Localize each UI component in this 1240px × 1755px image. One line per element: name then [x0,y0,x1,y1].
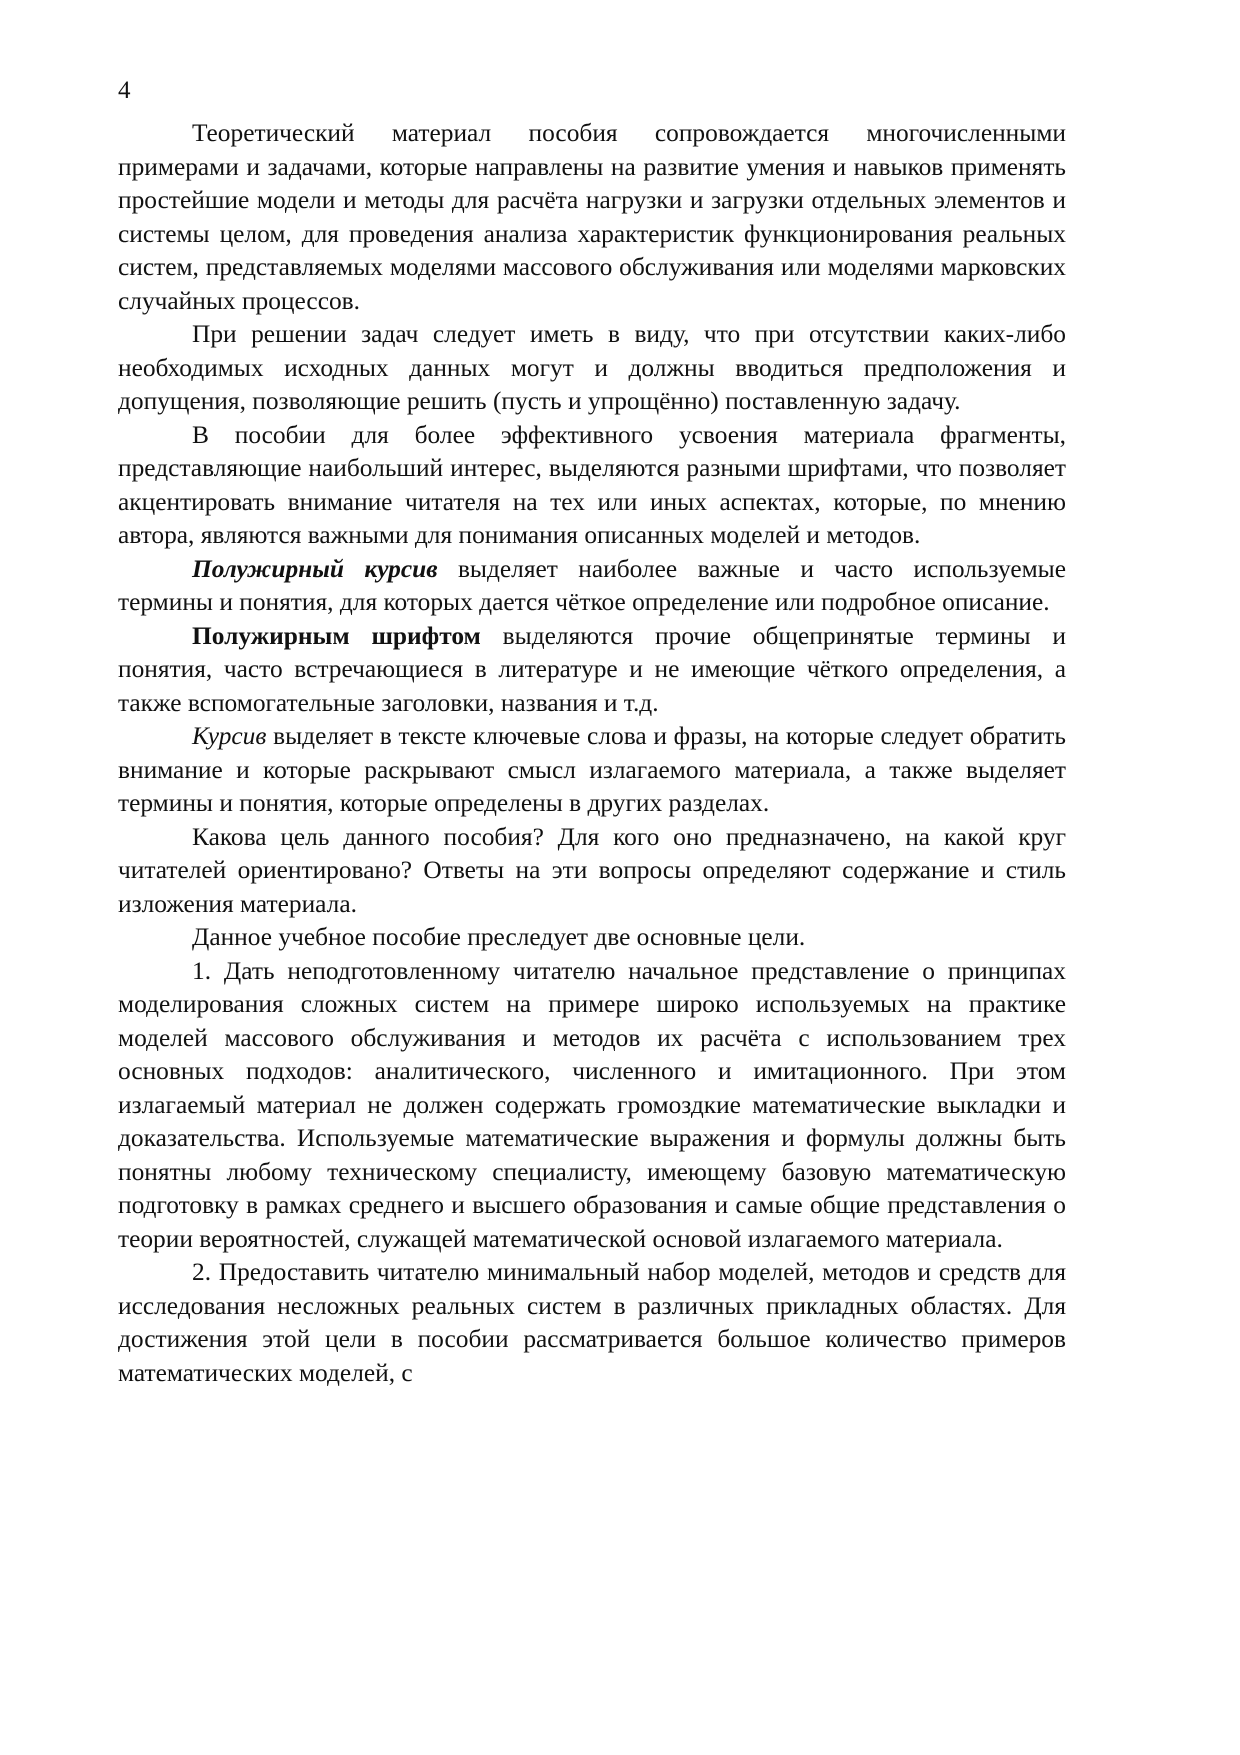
paragraph-bold-italic [118,553,1066,620]
italic-term: Курсив [192,722,267,750]
paragraph-goal-2: 2. Предоставить читателю минимальный набор моделей, методов и средств для исследования несложных реальных систем в различных прикладных областях. Для достижения этой цели в пособии рассматривается большое количество примеров математических моделей, с [118,1258,1066,1387]
paragraph-purpose-question: Какова цель данного пособия? Для кого оно предназначено, на какой круг читателей ориентировано? Ответы на эти вопросы определяют содержание и стиль изложения материала. [118,822,1066,918]
paragraph-bold [118,620,1066,721]
paragraph-intro: Теоретический материал пособия сопровождается многочисленными примерами и задачами, которые направлены на развитие умения и навыков применять простейшие модели и методы для расчёта нагрузки и загрузки отдельных элементов и системы целом, для проведения анализа характеристик функционирования реальных систем, представляемых моделями массового обслуживания или моделями марковских случайных процессов. [118,119,1066,315]
page-number: 4 [118,77,131,104]
paragraph-text: выделяются прочие общепринятые термины и понятия, часто встречающиеся в литературе и не имеющие чёткого определения, а также вспомогательные заголовки, названия и т.д. [118,621,1066,717]
paragraph-text: выделяет наиболее важные и часто используемые термины и понятия, для которых дается чёткое определение или подробное описание. [118,554,1066,616]
paragraph-fonts: В пособии для более эффективного усвоения материала фрагменты, представляющие наибольший интерес, выделяются разными шрифтами, что позволяет акцентировать внимание читателя на тех или иных аспектах, которые, по мнению автора, являются важными для понимания описанных моделей и методов. [118,420,1066,549]
paragraph-goal-1: 1. Дать неподготовленному читателю начальное представление о принципах моделирования сложных систем на примере широко используемых на практике моделей массового обслуживания и методов их расчёта с использованием трех основных подходов: аналитического, численного и имитационного. При этом излагаемый материал не должен содержать громоздкие математические выкладки и доказательства. Используемые математические выражения и формулы должны быть понятны любому техническому специалисту, имеющему базовую математическую подготовку в рамках среднего и высшего образования и самые общие представления о теории вероятностей, служащей математической основой излагаемого материала. [118,956,1066,1253]
paragraph-italic [118,720,1066,821]
body-text [118,117,1066,1390]
paragraph-text: выделяет в тексте ключевые слова и фразы, на которые следует обратить внимание и которые раскрывают смысл излагаемого материала, а также выделяет термины и понятия, которые определены в других разделах. [118,722,1066,817]
paragraph-tasks: При решении задач следует иметь в виду, что при отсутствии каких-либо необходимых исходных данных могут и должны вводиться предположения и допущения, позволяющие решить (пусть и упрощённо) поставленную задачу. [118,320,1066,415]
bold-term: Полужирным шрифтом [192,621,481,650]
paragraph-two-goals: Данное учебное пособие преследует две основные цели. [192,923,806,951]
bold-italic-term: Полужирный курсив [192,554,438,583]
